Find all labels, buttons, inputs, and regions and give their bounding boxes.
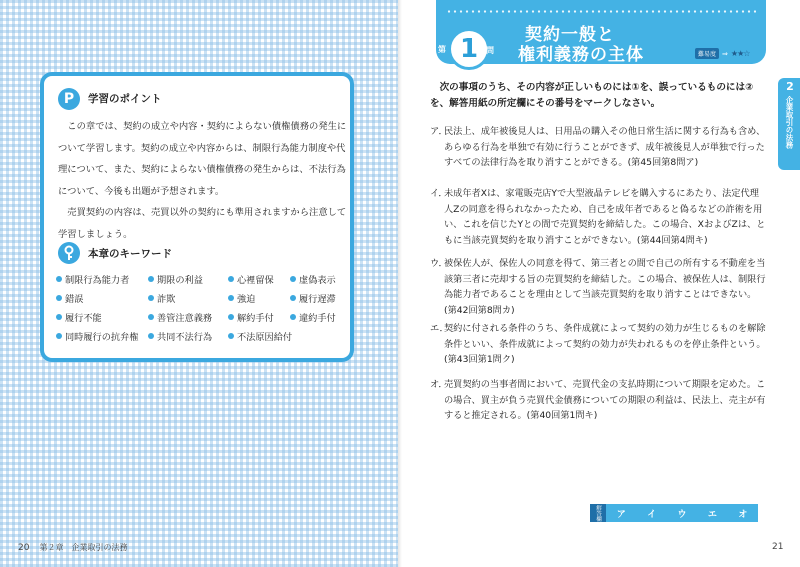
key-icon: [58, 242, 80, 264]
left-folio: [18, 542, 127, 553]
bullet-icon: [148, 295, 154, 301]
point-paragraph-2: 売買契約の内容は、売買以外の契約にも準用されますから注意して学習しましょう。: [58, 207, 347, 240]
bullet-icon: [148, 276, 154, 282]
chapter-title: 企業取引の法務: [785, 96, 794, 149]
gutter: [398, 0, 402, 567]
point-heading: 学習のポイント: [88, 93, 162, 105]
keyword-list: [56, 272, 352, 343]
question-text: 次の事項のうち、その内容が正しいものには①を、誤っているものには②を、解答用紙の所定欄にその番号をマークしなさい。: [430, 82, 754, 109]
choice-label: ウ．: [430, 258, 448, 269]
keyword-item: 詐欺: [148, 291, 226, 305]
choice-o: [430, 377, 768, 424]
difficulty-rating: [695, 48, 749, 59]
keyword-item: 強迫: [228, 291, 288, 305]
point-paragraph-1: この章では、契約の成立や内容・契約によらない債権債務の発生について学習します。契約の成立や内容からは、制限行為能力制度や代理について、また、契約によらない債権債務の発生からは、不法行為について、今後も出題が予想されます。: [58, 121, 347, 197]
bullet-icon: [228, 295, 234, 301]
keyword-item: 錯誤: [56, 291, 146, 305]
choice-text: 未成年者Xは、家電販売店Yで大型液晶テレビを購入するにあたり、法定代理人Zの同意を得られなかったため、自己を成年者であると偽るなどの詐術を用い、これを信じたYとの間で売買契約を締結した。この場合、XおよびZは、ともに当該売買契約を取り消すことができない。(第44回第4問キ): [444, 188, 766, 247]
answer-cell-o[interactable]: オ: [738, 509, 748, 520]
keyword-item: 違約手付: [290, 310, 352, 324]
keyword-heading: 本章のキーワード: [88, 248, 172, 260]
choice-label: オ．: [430, 379, 448, 390]
bullet-icon: [290, 276, 296, 282]
learning-box: [40, 72, 354, 362]
keyword-item: 心裡留保: [228, 272, 288, 286]
choice-a: [430, 124, 768, 171]
choice-label: ア．: [430, 126, 448, 137]
answer-label: 解答欄: [590, 504, 606, 522]
star-icon: ★★☆: [730, 49, 750, 58]
answer-cell-u[interactable]: ウ: [677, 509, 687, 520]
choice-e: [430, 321, 768, 368]
page-title-line1: 契約一般と: [525, 25, 615, 45]
keyword-item: 制限行為能力者: [56, 272, 146, 286]
bullet-icon: [228, 333, 234, 339]
choice-text: 売買契約の当事者間において、売買代金の支払時期について期限を定めた。この場合、買主が負う売買代金債務についての期限の利益は、民法上、売主が有すると推定される。(第40回第1問キ): [444, 379, 766, 422]
bullet-icon: [290, 314, 296, 320]
keyword-item: 共同不法行為: [148, 329, 226, 343]
dai-label: 第: [438, 45, 446, 54]
keyword-item: 不法原因給付: [228, 329, 288, 343]
choice-text: 被保佐人が、保佐人の同意を得て、第三者との間で自己の所有する不動産を当該第三者に売却する旨の売買契約を締結した。この場合、被保佐人は、制限行為能力者であることを理由として当該売買契約を取り消すことはできない。(第42回第8問カ): [444, 258, 766, 317]
choice-u: [430, 256, 768, 319]
choice-label: エ．: [430, 323, 449, 334]
bullet-icon: [290, 295, 296, 301]
bullet-icon: [56, 333, 62, 339]
mon-label: 問: [486, 46, 494, 55]
running-head: 第２章 企業取引の法務: [39, 543, 128, 552]
keyword-item: 同時履行の抗弁権: [56, 329, 146, 343]
page-number-left: 20: [18, 543, 30, 553]
choice-label: イ．: [430, 188, 448, 199]
arrow-icon: ⇒: [722, 49, 728, 58]
keyword-item: 解約手付: [228, 310, 288, 324]
bullet-icon: [228, 276, 234, 282]
keyword-item: 期限の利益: [148, 272, 226, 286]
keyword-item: 虚偽表示: [290, 272, 352, 286]
page-title-line2: 権利義務の主体: [518, 45, 644, 65]
keyword-item: 履行遅滞: [290, 291, 352, 305]
point-text: [58, 116, 348, 245]
p-circle-icon: P: [58, 88, 80, 110]
bullet-icon: [148, 333, 154, 339]
choice-text: 民法上、成年被後見人は、日用品の購入その他日常生活に関する行為も含め、あらゆる行為を単独で有効に行うことができず、成年被後見人が単独で行ったすべての法律行為を取り消すことができる。(第45回第8問ア): [444, 126, 766, 169]
difficulty-label: 難易度: [695, 48, 719, 59]
bullet-icon: [56, 295, 62, 301]
answer-cell-a[interactable]: ア: [616, 509, 626, 520]
keyword-item: 善管注意義務: [148, 310, 226, 324]
keyword-item: 履行不能: [56, 310, 146, 324]
chapter-number: 2: [786, 80, 794, 93]
bullet-icon: [56, 276, 62, 282]
bullet-icon: [56, 314, 62, 320]
banner-dots: [446, 10, 756, 13]
choice-i: [430, 186, 768, 249]
question-number: 1: [448, 28, 490, 70]
page-number-right: 21: [772, 542, 784, 552]
choice-text: 契約に付される条件のうち、条件成就によって契約の効力が生じるものを解除条件といい、条件成就によって契約の効力が失われるものを停止条件という。(第43回第1問ク): [444, 323, 766, 366]
answer-cell-i[interactable]: イ: [647, 509, 657, 520]
answer-cell-e[interactable]: エ: [707, 509, 717, 520]
bullet-icon: [148, 314, 154, 320]
bullet-icon: [228, 314, 234, 320]
answer-strip: [590, 504, 758, 522]
